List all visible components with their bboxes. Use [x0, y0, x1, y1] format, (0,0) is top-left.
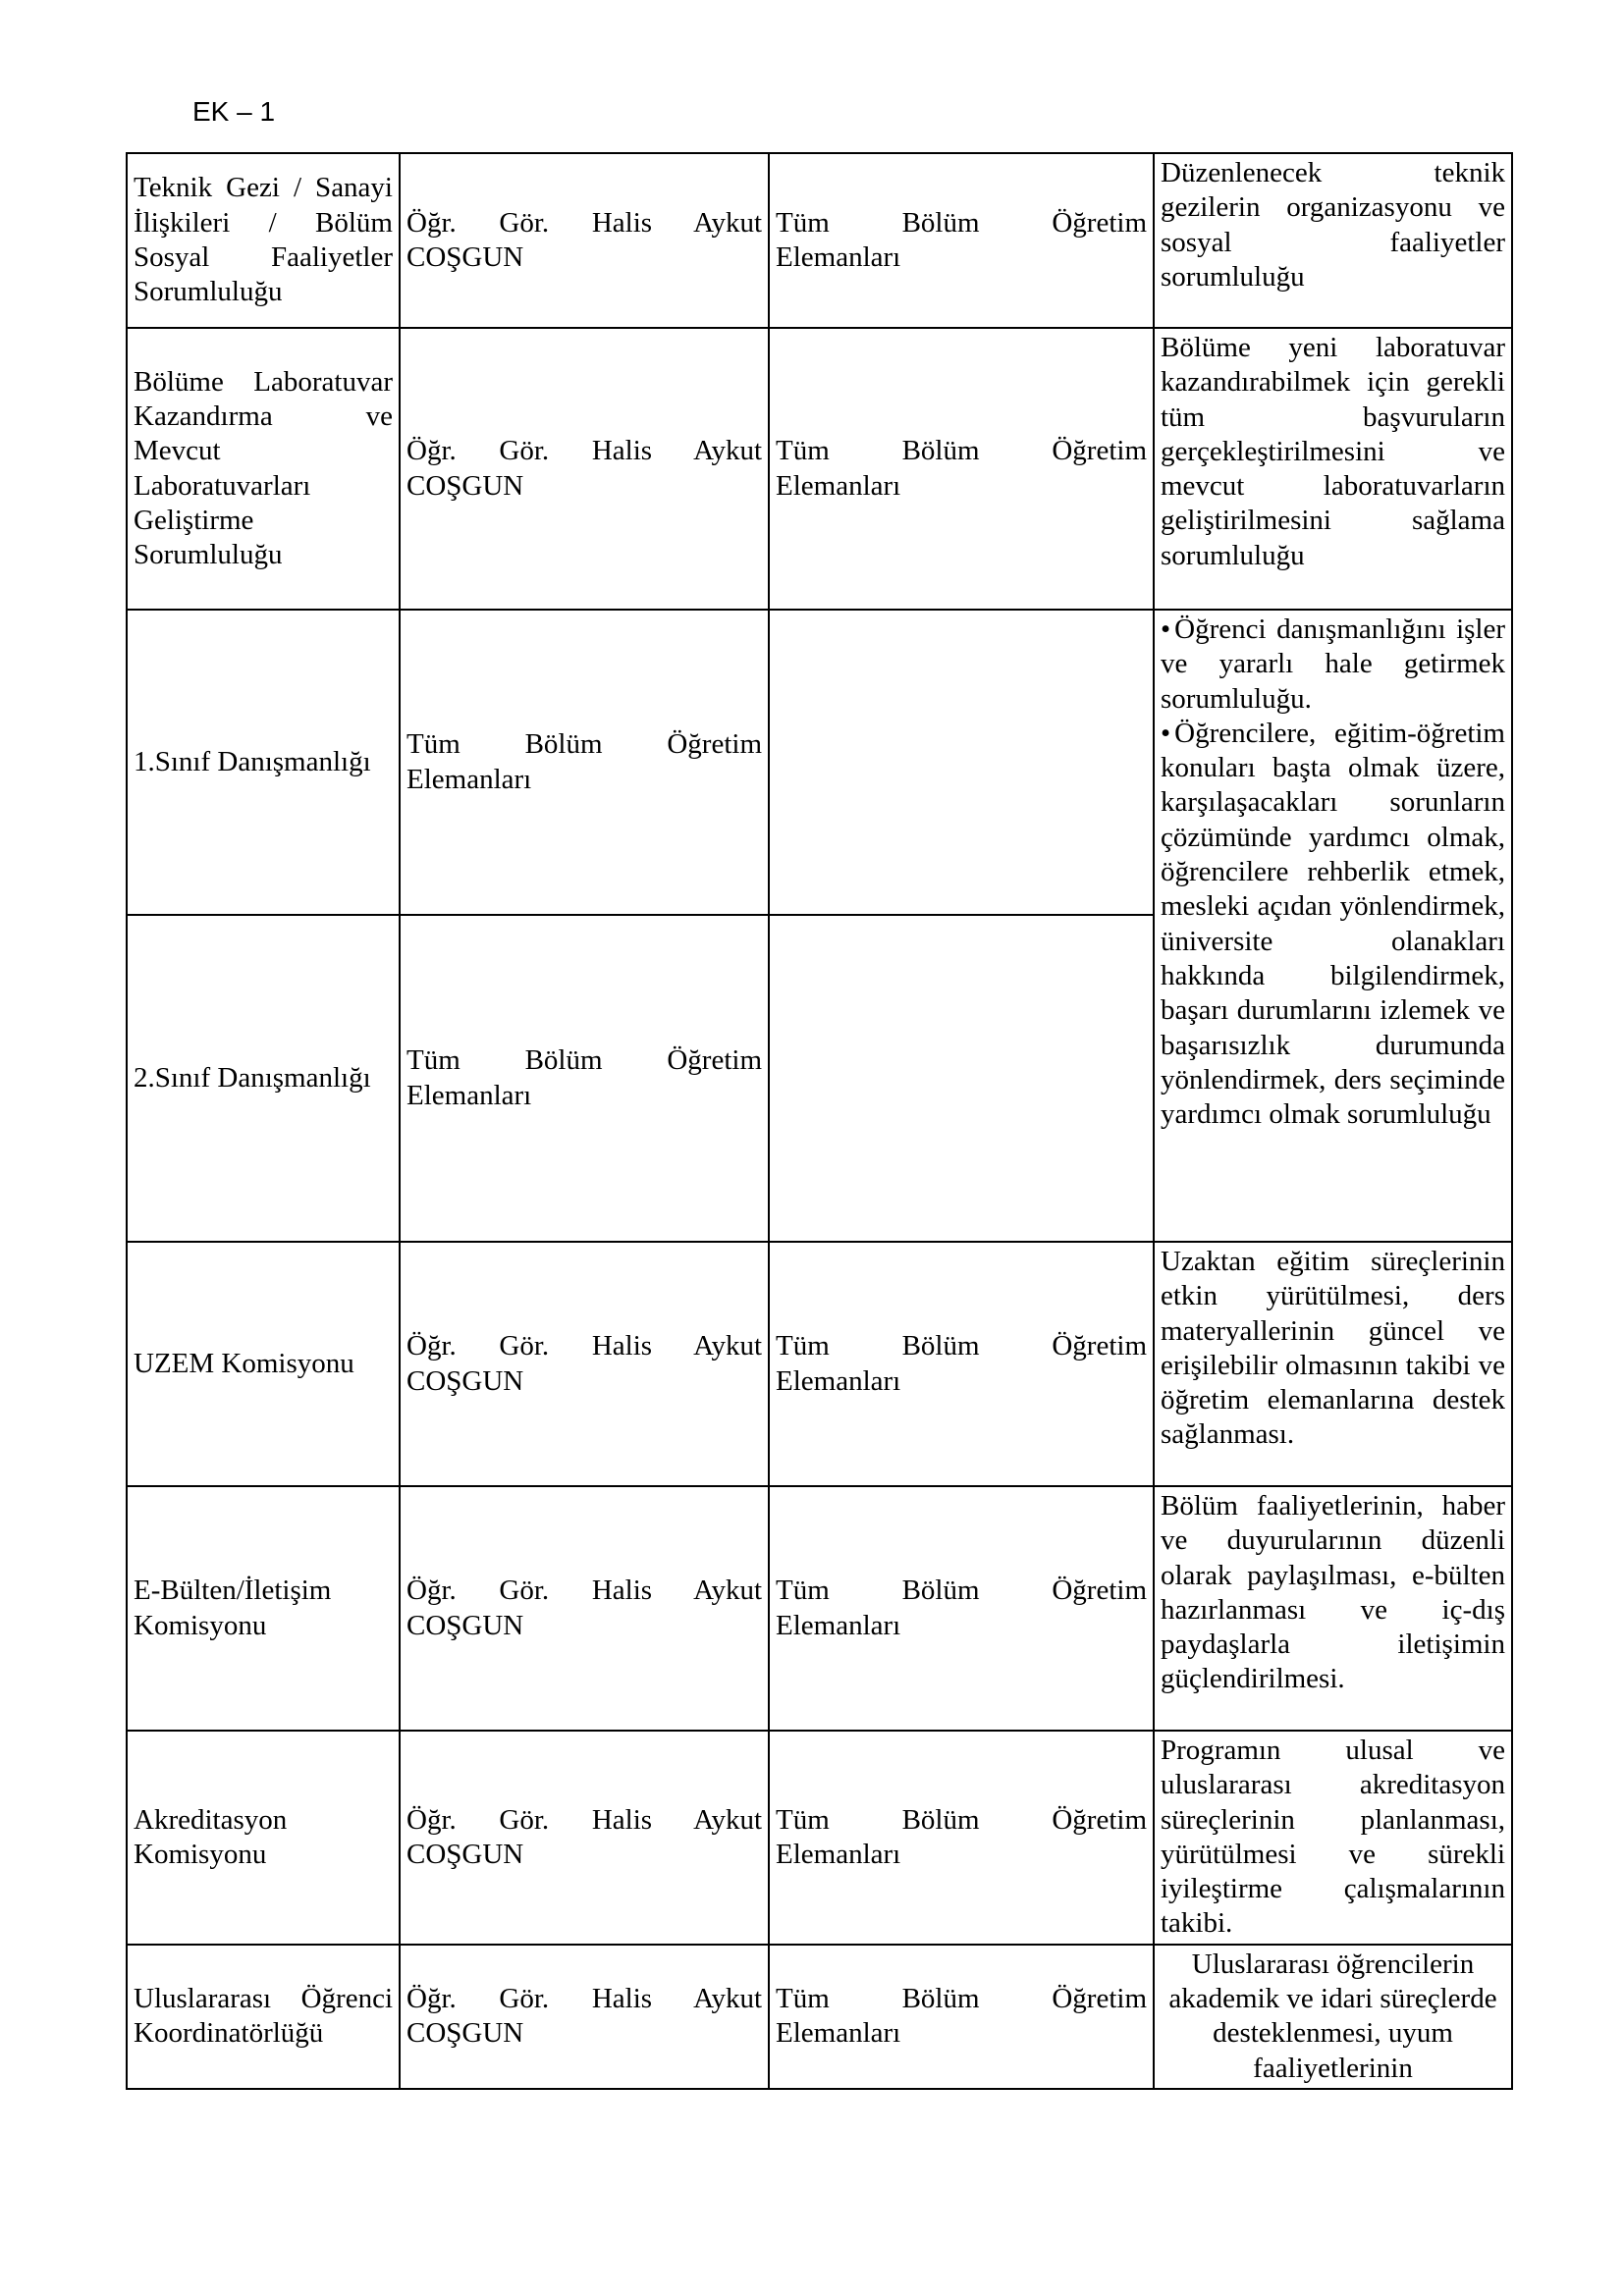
table-row	[127, 153, 1512, 328]
description-cell: Uluslararası öğrencilerin akademik ve idari süreçlerde desteklenmesi, uyum faaliyetlerinin	[1154, 1945, 1512, 2089]
responsible-cell: Öğr. Gör. Halis Aykut COŞGUN	[400, 1731, 769, 1945]
members-cell: Tüm Bölüm Öğretim Elemanları	[769, 328, 1154, 610]
description-cell: Uzaktan eğitim süreçlerinin etkin yürütülmesi, ders materyallerinin güncel ve erişilebilir olmasının takibi ve öğretim elemanlarına destek sağlanması.	[1154, 1242, 1512, 1486]
members-cell: Tüm Bölüm Öğretim Elemanları	[769, 1486, 1154, 1731]
responsible-cell: Tüm Bölüm Öğretim Elemanları	[400, 915, 769, 1242]
responsible-cell: Öğr. Gör. Halis Aykut COŞGUN	[400, 1242, 769, 1486]
members-cell: Tüm Bölüm Öğretim Elemanları	[769, 1731, 1154, 1945]
responsible-cell: Öğr. Gör. Halis Aykut COŞGUN	[400, 1945, 769, 2089]
members-cell	[769, 610, 1154, 915]
description-bullet: • Öğrencilere, eğitim-öğretim konuları başta olmak üzere, karşılaşacakları sorunların çözümünde yardımcı olmak, öğrencilere rehberlik etmek, mesleki açıdan yönlendirmek, üniversite olanakları hakkında bilgilendirmek, başarı durumlarını izlemek ve başarısızlık durumunda yönlendirmek, ders seçiminde yardımcı olmak sorumluluğu	[1161, 717, 1505, 1133]
table-row	[127, 328, 1512, 610]
description-cell: Düzenlenecek teknik gezilerin organizasyonu ve sosyal faaliyetler sorumluluğu	[1154, 153, 1512, 328]
duty-cell: Teknik Gezi / Sanayi İlişkileri / Bölüm Sosyal Faaliyetler Sorumluluğu	[127, 153, 400, 328]
table-row	[127, 1945, 1512, 2089]
table-row	[127, 1486, 1512, 1731]
description-cell: Programın ulusal ve uluslararası akreditasyon süreçlerinin planlanması, yürütülmesi ve sürekli iyileştirme çalışmalarının takibi.	[1154, 1731, 1512, 1945]
responsible-cell: Tüm Bölüm Öğretim Elemanları	[400, 610, 769, 915]
duty-cell: Akreditasyon Komisyonu	[127, 1731, 400, 1945]
duty-cell: UZEM Komisyonu	[127, 1242, 400, 1486]
members-cell	[769, 915, 1154, 1242]
members-cell: Tüm Bölüm Öğretim Elemanları	[769, 153, 1154, 328]
responsible-cell: Öğr. Gör. Halis Aykut COŞGUN	[400, 153, 769, 328]
description-cell	[1154, 610, 1512, 1242]
responsible-cell: Öğr. Gör. Halis Aykut COŞGUN	[400, 1486, 769, 1731]
table-row	[127, 1242, 1512, 1486]
responsible-cell: Öğr. Gör. Halis Aykut COŞGUN	[400, 328, 769, 610]
description-bullet: • Öğrenci danışmanlığını işler ve yararlı hale getirmek sorumluluğu.	[1161, 613, 1505, 717]
duty-cell: 1.Sınıf Danışmanlığı	[127, 610, 400, 915]
duty-cell: Uluslararası Öğrenci Koordinatörlüğü	[127, 1945, 400, 2089]
members-cell: Tüm Bölüm Öğretim Elemanları	[769, 1945, 1154, 2089]
table-row	[127, 610, 1512, 915]
duty-table	[126, 152, 1513, 2090]
duty-cell: E-Bülten/İletişim Komisyonu	[127, 1486, 400, 1731]
duty-cell: 2.Sınıf Danışmanlığı	[127, 915, 400, 1242]
members-cell: Tüm Bölüm Öğretim Elemanları	[769, 1242, 1154, 1486]
description-cell: Bölüme yeni laboratuvar kazandırabilmek için gerekli tüm başvuruların gerçekleştirilmesini ve mevcut laboratuvarların geliştirilmesini sağlama sorumluluğu	[1154, 328, 1512, 610]
duty-cell: Bölüme Laboratuvar Kazandırma ve Mevcut Laboratuvarları Geliştirme Sorumluluğu	[127, 328, 400, 610]
table-row	[127, 1731, 1512, 1945]
page-header: EK – 1	[192, 96, 276, 127]
description-cell: Bölüm faaliyetlerinin, haber ve duyurularının düzenli olarak paylaşılması, e-bülten hazırlanması ve iç-dış paydaşlarla iletişimin güçlendirilmesi.	[1154, 1486, 1512, 1731]
